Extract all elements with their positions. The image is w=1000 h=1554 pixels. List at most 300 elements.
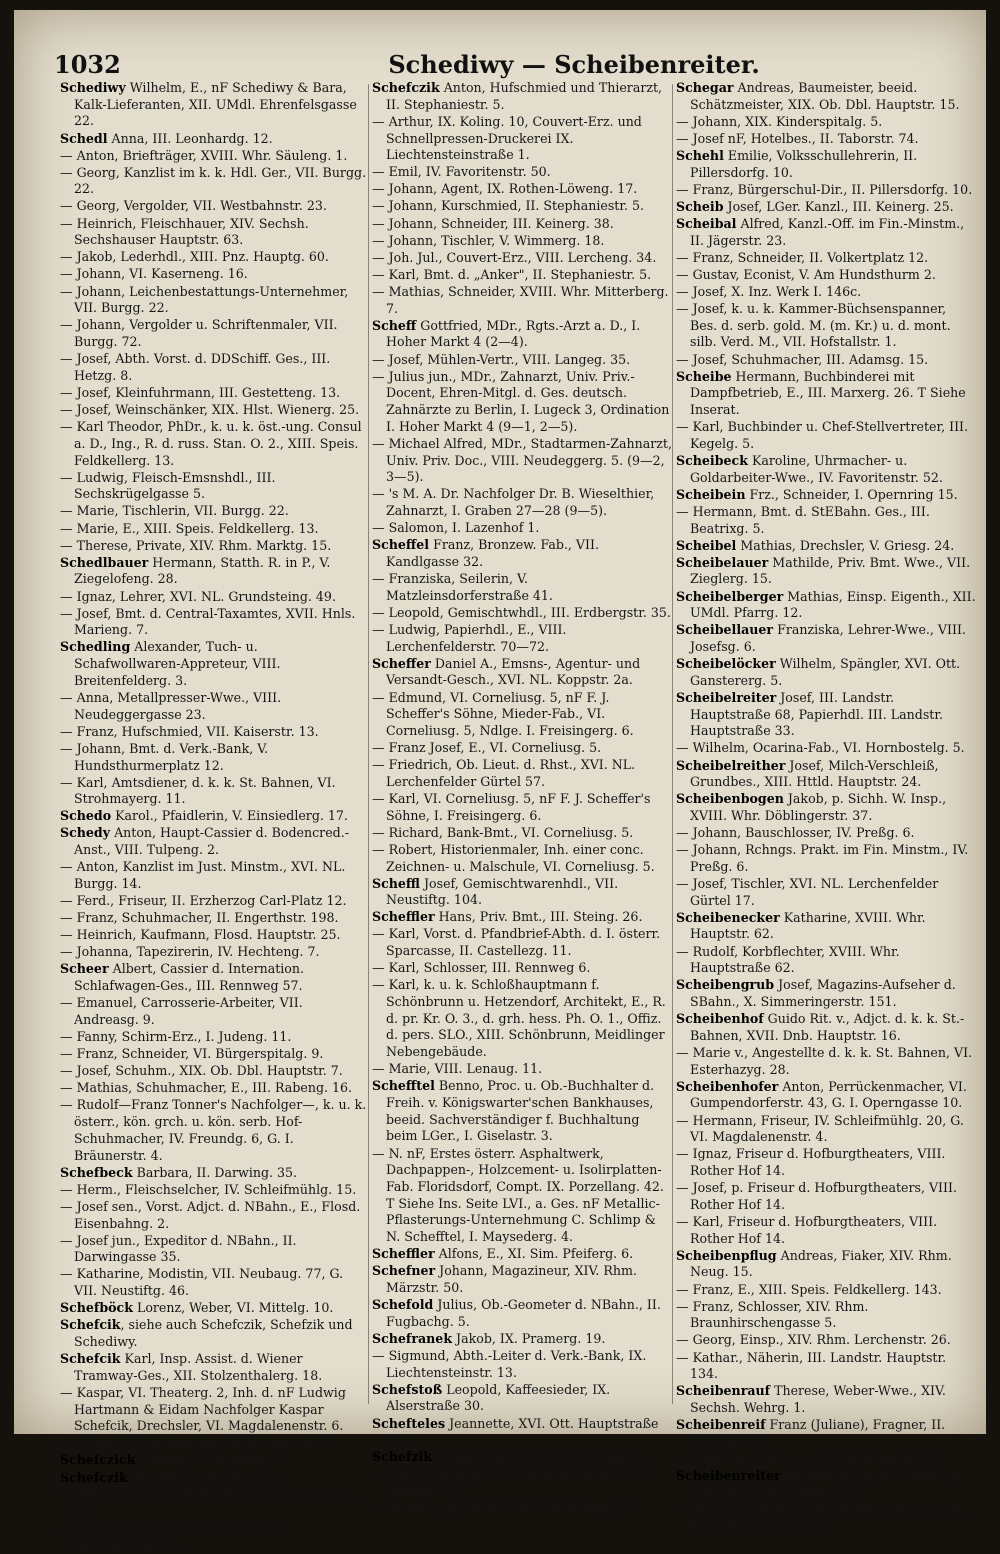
directory-entry [60,317,368,350]
entry-text: — Johann, Rchngs. Prakt. im Fin. Minstm., IV. Preßg. 6. [676,842,969,874]
entry-text: , siehe auch Schefczik, Schefzik und Schediwy. [74,1317,353,1349]
directory-entry [676,1045,976,1078]
directory-entry [372,1382,672,1415]
entry-surname: Schedlbauer [60,554,149,570]
entry-text: — Hermann, Friseur, IV. Schleifmühlg. 20, G. VI. Magdalenenstr. 4. [676,1112,964,1145]
entry-text: — Rudolf—Franz Tonner's Nachfolger—, k. u. k. österr., kön. grch. u. kön. serb. Hof-Schuhmacher, IV. Freundg. 6, G. I. Bräunerstr. 4. [60,1097,367,1163]
directory-entry [676,182,976,199]
directory-entry [676,1502,976,1535]
entry-text: — Franz, Schneider, VI. Bürgerspitalg. 9. [60,1046,324,1062]
entry-text: — Josef, Schuhmacher, III. Adamsg. 15. [676,351,929,367]
entry-text: — Arthur, IX. Koling. 10, Couvert-Erz. und Schnellpressen-Druckerei IX. Liechtensteinstraße 1. [372,113,642,163]
entry-text: — Karl, k. u. k. Schloßhauptmann f. Schönbrunn u. Hetzendorf, Architekt, E., R. d. pr. Kr. O. 3., d. grh. hess. Ph. O. 1., Offiz. d. pers. SLO., XIII. Schönbrunn, Meidlinger Nebengebäude. [372,977,666,1060]
directory-entry [676,1011,976,1044]
directory-entry [60,538,368,555]
entry-text: Barbara, II. Darwing. 35. [132,1164,298,1180]
entry-text: Karl, Insp. Assist. d. Wiener Tramway-Ges., XII. Stolzenthalerg. 18. [74,1351,323,1383]
entry-surname: Scheff [372,317,417,333]
directory-entry [676,690,976,740]
entry-text: — Mathias, Schuhmacher, E., III. Rabeng. 16. [60,1080,353,1096]
entry-surname: Scheibenbogen [676,791,784,807]
entry-surname: Schefteles [372,1415,446,1431]
entry-surname: Scheibein [676,486,746,502]
entry-surname: Scheibelreiter [676,689,777,705]
directory-entry [60,555,368,588]
entry-text: Alfons, E., XI. Sim. Pfeiferg. 6. [434,1246,634,1262]
directory-entry [60,1046,368,1063]
entry-text: — Friedrich, Ob. Lieut. d. Rhst., XVI. NL. Lerchenfelder Gürtel 57. [372,757,636,789]
directory-entry [676,1468,976,1501]
directory-entry [676,504,976,537]
entry-text: Katharine, XVIII. Whr. Hauptstr. 62. [690,909,926,942]
entry-text: — Franz, Schuhmacher, II. Engerthstr. 198. [60,910,339,926]
entry-text: — Robert, Historienmaler, Inh. einer conc. Zeichnen- u. Malschule, VI. Corneliusg. 5. [372,841,655,874]
entry-text: — Wilhelm, Schlosser, III. Erdbergstr. 45. [676,1450,942,1466]
directory-entry [676,250,976,267]
entry-surname: Schedo [60,808,112,824]
directory-entry [372,233,672,250]
directory-entry [372,80,672,113]
entry-text: — Josef, p. Friseur d. Hofburgtheaters, VIII. Rother Hof 14. [676,1180,957,1212]
entry-surname: Scheibelöcker [676,656,776,672]
entry-text: — Julius jun., MDr., Zahnarzt, Univ. Priv.-Docent, Ehren-Mitgl. d. Ges. deutsch. Zahnärzte zu Berlin, I. Lugeck 3, Ordination I. Hoher Markt 4 (9—1, 2—5). [372,368,670,434]
directory-entry [60,927,368,944]
directory-entry [60,1385,368,1435]
entry-text: — Anna, Metallpresser-Wwe., VIII. Neudeggergasse 23. [60,689,282,722]
entry-surname: Scheer [60,961,109,977]
directory-entry [60,470,368,503]
directory-entry [60,893,368,910]
entry-text: — Ferd., Friseur, II. Erzherzog Carl-Platz 12. [60,893,347,909]
directory-entry [372,318,672,351]
directory-entry [372,1078,672,1145]
directory-entry [372,198,672,215]
directory-entry [676,148,976,181]
entry-text: Andreas, Fiaker, XIV. Rhm. Neug. 15. [690,1247,952,1280]
directory-entry [676,1180,976,1213]
entry-surname: Schefold [372,1297,434,1313]
entry-surname: Scheibellauer [676,622,774,638]
directory-entry [372,791,672,824]
entry-text: — Johann, Rchngs. Off. im Hdl. Minstm., IX. Spitalg. 25. [372,1466,653,1499]
directory-entry [60,1351,368,1384]
directory-entry [676,555,976,588]
entry-surname: Schefczik [372,80,440,95]
entry-surname: Schefbeck [60,1164,133,1180]
entry-surname: Scheib [676,198,724,214]
directory-entry [60,1097,368,1164]
directory-entry [676,622,976,655]
directory-entry [372,369,672,436]
entry-surname: Schefzik [372,1449,433,1465]
entry-text: — Karl, Bmt. d. „Anker", II. Stephaniestr. 5. [372,266,652,282]
directory-entry [676,1146,976,1179]
directory-entry [60,808,368,825]
entry-text: — Josef nF, Hotelbes., II. Taborstr. 74. [676,130,919,146]
entry-text: Albert, Cassier d. Internation. Schlafwagen-Ges., III. Rennweg 57. [74,961,304,994]
directory-entry [372,825,672,842]
entry-text: Alexander, Tuch- u. Schafwollwaren-Appreteur, VIII. Breitenfelderg. 3. [74,639,281,688]
entry-text: — Johann, VI. Kaserneng. 16. [60,266,248,282]
directory-entry [372,537,672,570]
directory-entry [676,419,976,452]
directory-entry [60,775,368,808]
entry-text: — Johann, Agent, IX. Rothen-Löweng. 17. [372,181,638,197]
directory-entry [60,131,368,148]
entry-text: — Johanna, Tapezirerin, IV. Hechteng. 7. [60,944,320,960]
directory-entry [676,1079,976,1112]
directory-entry [372,926,672,959]
entry-text: — Anton, Briefträger, XII. Ob. Mdl. Bischofgasse 14. [60,1520,284,1553]
entry-text: Johann, VI. Aegidig. 5. [135,1452,283,1468]
directory-entry [60,266,368,283]
entry-text: — Johann, Bmt. d. Verk.-Bank, V. Hundsthurmerplatz 12. [60,740,269,773]
directory-entry [676,267,976,284]
entry-text: Benno, Proc. u. Ob.-Buchhalter d. Freih. v. Königswarter'schen Bankhauses, beeid. Sachverständiger f. Buchhaltung beim LGer., I. Giselastr. 3. [386,1078,655,1144]
entry-surname: Scheffel [372,537,430,553]
entry-text: — Johann, XIX. Kinderspitalg. 5. [676,113,883,129]
entry-text: — Franz, Hufschmied, VII. Kaiserstr. 13. [60,723,319,739]
entry-surname: Scheffler [372,1246,435,1262]
directory-entry [60,1435,368,1452]
entry-text: Anna, III. Leonhardg. 12. [107,130,273,146]
entry-surname: Schefböck [60,1300,133,1316]
entry-text: — Salomon, I. Lazenhof 1. [372,520,540,536]
directory-entry [60,165,368,198]
entry-text: Anton, Perrückenmacher, VI. Gumpendorferstr. 43, G. I. Operngasse 10. [690,1078,967,1111]
entry-text: — Karl, Schlosser, III. Rennweg 6. [372,960,591,976]
directory-entry [60,1029,368,1046]
entry-text: — Marie v., Angestellte d. k. k. St. Bahnen, VI. Esterhazyg. 28. [676,1044,973,1077]
entry-text: — Johann, Vergolder u. Schriftenmaler, VII. Burgg. 72. [60,317,338,350]
column-2 [372,80,672,1516]
entry-text: — Karl, Amtsdiener, d. k. k. St. Bahnen, VI. Strohmayerg. 11. [60,774,336,807]
directory-entry [60,521,368,538]
directory-entry [676,284,976,301]
directory-entry [60,639,368,689]
directory-entry [60,859,368,892]
entry-text: Franz, Bronzew. Fab., VII. Kandlgasse 32. [386,537,599,569]
entry-text: Josef, Magazins-Aufseher d. SBahn., X. Simmeringerstr. 151. [690,977,956,1010]
directory-entry [372,352,672,369]
entry-text: — Ignaz, Friseur d. Hofburgtheaters, VIII. Rother Hof 14. [676,1146,946,1179]
directory-entry [372,267,672,284]
column-divider [368,84,369,1404]
entry-text: Josef, Milch-Verschleiß, Grundbes., XIII. Httld. Hauptstr. 24. [690,757,939,790]
directory-entry [372,571,672,604]
directory-entry [676,825,976,842]
entry-text: — Marie, E., XIII. Speis. Feldkellerg. 13. [60,520,319,536]
entry-surname: Schefczik [60,1469,128,1485]
entry-text: Emilie, Volksschullehrerin, II. Pillersdorfg. 10. [690,147,918,180]
directory-entry [676,758,976,791]
directory-entry [676,1332,976,1349]
entry-text: Jakob, IX. Pramerg. 19. [452,1330,606,1346]
entry-text: Julius, Ob.-Geometer d. NBahn., II. Fugbachg. 5. [386,1297,661,1329]
entry-surname: Scheffler [372,909,435,925]
entry-text: — Fanny, Schirm-Erz., I. Judeng. 11. [60,1029,292,1045]
entry-text: Daniel A., Emsns-, Agentur- und Versandt-Gesch., XVI. NL. Koppstr. 2a. [386,655,641,688]
entry-text: Gottfried, MDr., Rgts.-Arzt a. D., I. Hoher Markt 4 (2—4). [386,317,641,350]
directory-entry [60,419,368,469]
entry-text: — Mathias, Schneider, XVIII. Whr. Mitterberg. 7. [372,283,669,316]
entry-surname: Schefczick [60,1452,136,1468]
entry-surname: Scheibenhof [676,1011,764,1027]
entry-text: — N. nF, Erstes österr. Asphaltwerk, Dachpappen-, Holzcement- u. Isolirplatten-Fab. Floridsdorf, Compt. IX. Porzellang. 42. T Siehe Ins. Seite LVI., a. Ges. nF Metallic-Pflasterungs-Unternehmung C. Schlimp & N. Schefftel, I. Maysederg. 4. [372,1145,664,1245]
entry-text: — Franz, Schlosser, XIV. Rhm. Braunhirschengasse 5. [676,1298,869,1331]
entry-text: — Karl, Friseur d. Hofburgtheaters, VIII. Rother Hof 14. [676,1213,938,1246]
directory-entry [372,114,672,164]
page-number: 1032 [54,50,121,79]
entry-surname: Scheibeck [676,452,748,468]
directory-entry [60,1063,368,1080]
entry-surname: Scheibenreiter [676,1468,781,1484]
directory-entry [60,825,368,858]
entry-text: Lorenz, Weber, VI. Mittelg. 10. [132,1300,334,1316]
entry-text: Alfred, Kanzl.-Off. im Fin.-Minstm., II. Jägerstr. 23. [690,215,965,248]
entry-text: — Herm., Fleischselcher, IV. Schleifmühlg. 15. [60,1181,357,1197]
directory-entry [676,977,976,1010]
entry-text: Wilhelm, Spängler, XVI. Ott. Ganstererg. 5. [690,656,961,688]
entry-text: — Johann, Schneider, III. Keinerg. 38. [372,215,614,231]
entry-text: Hermann, Buchbinderei mit Dampfbetrieb, E., III. Marxerg. 26. T Siehe Inserat. [690,368,966,418]
entry-surname: Schefcik [60,1351,121,1367]
directory-entry [372,1500,672,1517]
entry-text: — Thomas, E., XIII. U. St. V. Kirchang. 5. [372,1500,633,1516]
entry-text: Franz, Graveur, VIII. Strozzig. 9. [432,1449,645,1465]
directory-entry [372,181,672,198]
directory-entry [60,606,368,639]
entry-surname: Schegar [676,80,734,95]
entry-text: — Wilhelm, Ocarina-Fab., VI. Hornbostelg. 5. [676,740,965,756]
entry-text: Franziska, Lehrer-Wwe., VIII. Josefsg. 6. [690,622,966,655]
entry-text: — Josef, X. Inz. Werk I. 146c. [676,283,862,299]
entry-text: Josef, LGer. Kanzl., III. Keinerg. 25. [723,198,954,214]
entry-text: — Johann, Kurschmied, II. Stephaniestr. 5. [372,198,645,214]
directory-entry [676,1350,976,1383]
directory-entry [676,944,976,977]
column-divider [672,84,673,1404]
directory-entry [676,487,976,504]
directory-entry [676,301,976,351]
directory-entry [60,80,368,130]
entry-text: — Heinrich, Fleischhauer, XIV. Sechsh. Sechshauser Hauptstr. 63. [60,215,309,248]
entry-text: — Karl, VI. Corneliusg. 5, nF F. J. Scheffer's Söhne, I. Freisingerg. 6. [372,790,651,823]
entry-text: — Josef, Mühlen-Vertr., VIII. Langeg. 35. [372,351,631,367]
entry-text: — Leopold, Gemischtwhdl., III. Erdbergstr. 35. [372,604,671,620]
directory-entry [676,1417,976,1450]
column-3 [676,80,976,1534]
directory-entry [676,842,976,875]
directory-entry [372,250,672,267]
entry-text: Leopold, Kaffeesieder, IX. Alserstraße 30. [386,1381,611,1414]
directory-entry [372,486,672,519]
entry-text: — Josef jun., Expeditor d. NBahn., II. Darwingasse 35. [60,1232,297,1265]
entry-text: Josef, III. Landstr. Hauptstraße 68, Papierhdl. III. Landstr. Hauptstraße 33. [690,689,943,739]
directory-entry [676,910,976,943]
entry-text: Mathias, Drechsler, V. Griesg. 24. [736,537,955,553]
entry-surname: Schedl [60,130,108,146]
entry-text: Jeannette, XVI. Ott. Hauptstraße 37. [386,1415,659,1448]
directory-entry [676,1248,976,1281]
directory-entry [372,284,672,317]
entry-surname: Schedling [60,639,131,655]
entry-surname: Schefranek [372,1330,453,1346]
directory-entry [372,656,672,689]
entry-surname: Schefner [372,1263,436,1279]
entry-text: — Ignaz, Lehrer, XVI. NL. Grundsteing. 49. [60,588,336,604]
directory-entry [372,436,672,486]
entry-surname: Schediwy [60,80,126,95]
entry-text: Andreas, Baumeister, beeid. Schätzmeister, XIX. Ob. Dbl. Hauptstr. 15. [690,80,960,112]
entry-text: — Ludwig, Fleisch-Emsnshdl., III. Sechskrügelgasse 5. [60,469,276,502]
entry-text: — Gustav, Econist, V. Am Hundsthurm 2. [676,266,936,282]
directory-entry [372,622,672,655]
entry-surname: Scheibelberger [676,588,784,604]
entry-text: — 's M. A. Dr. Nachfolger Dr. B. Wieselthier, Zahnarzt, I. Graben 27—28 (9—5). [372,486,655,519]
entry-text: — Franz, Schneider, II. Volkertplatz 12. [676,249,929,265]
entry-text: — Wenzel, Schuhmacher, III. Reisnerstr. 2. [60,1435,334,1451]
entry-text: Amanda, I. Stadiong. 5. [127,1469,282,1485]
entry-text: — Michael Alfred, MDr., Stadtarmen-Zahnarzt, Univ. Priv. Doc., VIII. Neudeggerg. 5. (9—2, 3—5). [372,435,672,485]
entry-text: Anton, Hufschmied und Thierarzt, II. Stephaniestr. 5. [386,80,663,112]
entry-text: — Karl, Buchbinder u. Chef-Stellvertreter, III. Kegelg. 5. [676,419,969,451]
directory-entry [60,1470,368,1487]
entry-text: Anton, Haupt-Cassier d. Bodencred.-Anst., VIII. Tulpeng. 2. [74,825,349,858]
directory-entry [676,876,976,909]
entry-surname: Scheibenecker [676,909,780,925]
directory-entry [372,757,672,790]
entry-text: — Josef, Schuhm., XIX. Ob. Dbl. Hauptstr. 7. [60,1063,343,1079]
directory-entry [372,1416,672,1449]
directory-entry [676,114,976,131]
directory-entry [60,198,368,215]
directory-entry [60,216,368,249]
column-1 [60,80,368,1553]
entry-text: — Anton, Kanzlist im Just. Minstm., XVI. NL. Burgg. 14. [60,859,346,891]
entry-text: — Hermann, Poliz. Conc. Prakt., XIV. Sechsh. Rauchfangkehrerg. 6. [676,1501,965,1534]
entry-text: Johann, Magazineur, XIV. Rhm. Märzstr. 50. [386,1263,637,1295]
directory-entry [372,977,672,1061]
entry-text: — Joh. Jul., Couvert-Erz., VIII. Lercheng. 34. [372,249,657,265]
directory-entry [60,284,368,317]
directory-entry [60,1266,368,1299]
directory-entry [60,1317,368,1350]
entry-text: — Josef, Kleinfuhrmann, III. Gestetteng. 13. [60,384,341,400]
entry-text: Josef, Gemischtwarenhdl., VII. Neustiftg. 104. [386,875,619,908]
entry-surname: Scheibe [676,368,732,384]
entry-text: — Ludwig, Papierhdl., E., VIII. Lerchenfelderstr. 70—72. [372,621,567,654]
directory-entry [676,369,976,419]
directory-entry [372,842,672,875]
directory-entry [676,1299,976,1332]
entry-text: — Richard, Bank-Bmt., VI. Corneliusg. 5. [372,824,634,840]
entry-text: — Johann, Bauschlosser, IV. Preßg. 6. [676,825,915,841]
directory-entry [372,1466,672,1499]
directory-entry [60,589,368,606]
entry-text: — Therese, Private, XIV. Rhm. Marktg. 15. [60,537,332,553]
entry-surname: Scheibenrauf [676,1383,771,1399]
directory-entry [60,1233,368,1266]
entry-text: — Anton, Briefträger, XVIII. Whr. Säuleng. 1. [60,147,348,163]
directory-entry [60,351,368,384]
entry-surname: Scheffer [372,655,431,671]
entry-surname: Scheffl [372,875,420,891]
directory-entry [372,1348,672,1381]
entry-text: Hermann, Statth. R. in P., V. Ziegelofeng. 28. [74,554,331,587]
entry-text: — Karl Theodor, PhDr., k. u. k. öst.-ung. Consul a. D., Ing., R. d. russ. Stan. O. 2., XIII. Speis. Feldkellerg. 13. [60,419,362,468]
entry-text: — Franziska, Seilerin, V. Matzleinsdorferstraße 41. [372,571,553,603]
directory-entry [372,960,672,977]
entry-text: — Franz Josef, E., VI. Corneliusg. 5. [372,740,602,756]
entry-text: — Josef, Weinschänker, XIX. Hlst. Wienerg. 25. [60,402,360,418]
entry-text: Karoline, Uhrmacher- u. Goldarbeiter-Wwe., IV. Favoritenstr. 52. [690,452,943,485]
entry-text: Guido Rit. v., Adjct. d. k. k. St.-Bahnen, XVII. Dnb. Hauptstr. 16. [690,1011,965,1043]
entry-surname: Schedy [60,825,111,841]
directory-entry [60,1300,368,1317]
entry-text: — Georg, Kanzlist im k. k. Hdl. Ger., VII. Burgg. 22. [60,164,367,197]
entry-surname: Scheibelauer [676,554,769,570]
directory-entry [60,249,368,266]
entry-text: — Emil, IV. Favoritenstr. 50. [372,164,551,180]
directory-entry [60,910,368,927]
entry-text: — Jakob, Lederhdl., XIII. Pnz. Hauptg. 60. [60,249,329,265]
directory-entry [372,216,672,233]
directory-entry [60,1520,368,1553]
entry-surname: Scheibelreither [676,757,786,773]
entry-text: — Rudolf, Korbflechter, XVIII. Whr. Hauptstraße 62. [676,943,900,976]
entry-text: — Marie, VIII. Lenaug. 11. [372,1061,543,1077]
directory-entry [676,352,976,369]
directory-entry [372,1449,672,1466]
directory-entry [60,1199,368,1232]
entry-text: Franz (Juliane), Fragner, II. Treustr. 16. [690,1417,946,1449]
directory-entry [372,605,672,622]
directory-entry [372,1246,672,1263]
entry-surname: Scheibengrub [676,977,775,993]
entry-text: — Josef, k. u. k. Kammer-Büchsenspanner, Bes. d. serb. gold. M. (m. Kr.) u. d. mont. silb. Verd. M., VII. Hofstallstr. 1. [676,301,951,350]
entry-text: — Josef, Tischler, XVI. NL. Lerchenfelder Gürtel 17. [676,875,939,908]
entry-text: — Georg, Vergolder, VII. Westbahnstr. 23. [60,198,327,214]
directory-entry [60,961,368,994]
entry-text: — Marie, Tischlerin, VII. Burgg. 22. [60,503,289,519]
entry-text: Therese, Weber-Wwe., XIV. Sechsh. Wehrg. 1. [690,1383,946,1416]
entry-surname: Scheibal [676,215,737,231]
directory-entry [372,740,672,757]
entry-text: — Georg, Einsp., XIV. Rhm. Lerchenstr. 26. [676,1332,951,1348]
entry-text: — Hermann, Bmt. d. StEBahn. Ges., III. Beatrixg. 5. [676,503,930,536]
directory-entry [60,1182,368,1199]
entry-text: — Johann, Tischler, V. Wimmerg. 18. [372,232,605,248]
entry-surname: Schehl [676,147,724,163]
entry-text: — Anton, Ob. Insp. d. NBahn., II. Pillersdorfg. 5. [60,1486,354,1519]
directory-entry [60,741,368,774]
entry-text: — Josef, Abth. Vorst. d. DDSchiff. Ges., III. Hetzg. 8. [60,351,331,383]
directory-entry [676,656,976,689]
directory-entry [676,80,976,113]
entry-surname: Scheibenpflug [676,1247,777,1263]
directory-entry [676,589,976,622]
directory-entry [676,216,976,249]
directory-entry [676,1451,976,1468]
directory-entry [676,1214,976,1247]
directory-entry [372,690,672,740]
directory-entry [676,1383,976,1416]
directory-entry [60,402,368,419]
entry-text: — Katharine, Modistin, VII. Neubaug. 77, G. VII. Neustiftg. 46. [60,1266,344,1299]
directory-entry [372,1263,672,1296]
directory-entry [60,995,368,1028]
